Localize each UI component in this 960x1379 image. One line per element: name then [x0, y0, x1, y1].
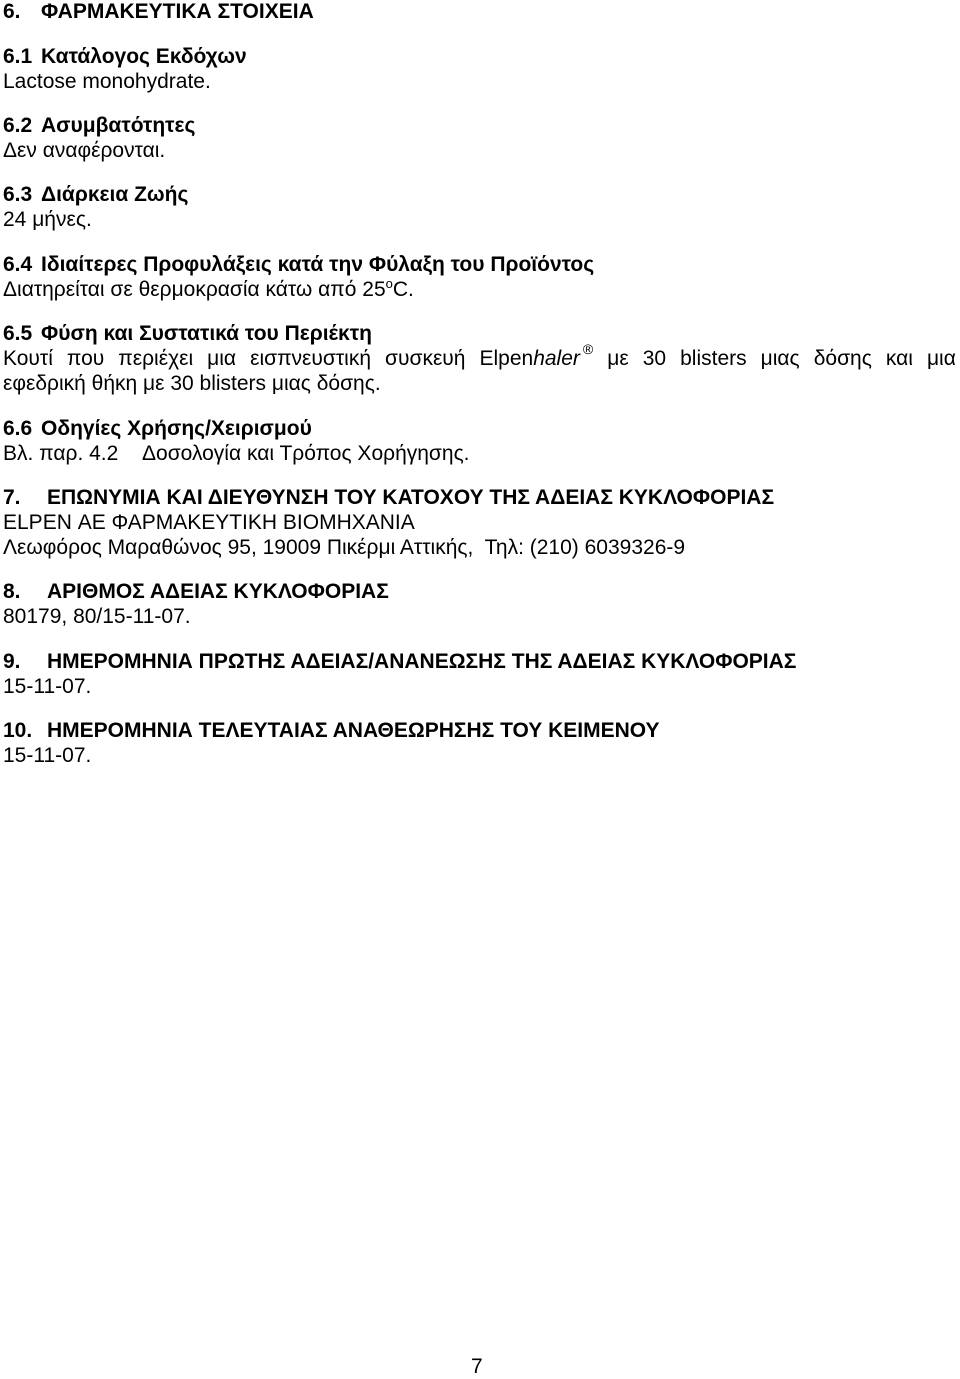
- section-6-2-text: Δεν αναφέρονται.: [3, 139, 166, 162]
- section-10-heading: 10. ΗΜΕΡΟΜΗΝΙΑ ΤΕΛΕΥΤΑΙΑΣ ΑΝΑΘΕΩΡΗΣΗΣ ΤΟΥ ΚΕΙΜΕΝΟΥ: [3, 719, 660, 742]
- section-6-2-heading: 6.2 Ασυμβατότητες: [3, 114, 196, 137]
- section-6-1-heading: 6.1 Κατάλογος Εκδόχων: [3, 45, 247, 68]
- section-6-5-text-line-2: εφεδρική θήκη με 30 blisters μιας δόσης.: [3, 372, 381, 395]
- page-number: 7: [471, 1355, 483, 1378]
- section-6-4-text: Διατηρείται σε θερμοκρασία κάτω από $25^oC$.: [3, 276, 414, 301]
- elpenhaler-brand: Elpenhaler ®: [479, 347, 593, 372]
- section-7-company: ELPEN ΑΕ ΦΑΡΜΑΚΕΥΤΙΚΗ ΒΙΟΜΗΧΑΝΙΑ: [3, 511, 415, 534]
- section-9-heading: 9. ΗΜΕΡΟΜΗΝΙΑ ΠΡΩΤΗΣ ΑΔΕΙΑΣ/ΑΝΑΝΕΩΣΗΣ ΤΗΣ ΑΔΕΙΑΣ ΚΥΚΛΟΦΟΡΙΑΣ: [3, 650, 797, 673]
- section-6-3-text: 24 μήνες.: [3, 208, 92, 231]
- section-6-5-heading: 6.5 Φύση και Συστατικά του Περιέκτη: [3, 322, 372, 345]
- section-6-3-heading: 6.3 Διάρκεια Ζωής: [3, 183, 189, 206]
- section-6-6-text: Βλ. παρ. 4.2 Δοσολογία και Τρόπος Χορήγησης.: [3, 442, 470, 465]
- section-6-5-text-line-1: Κουτί που περιέχει μια εισπνευστική συσκευή Elpenhaler ® με 30 blisters μιας δόσης και μια: [3, 347, 956, 372]
- section-7-address: Λεωφόρος Μαραθώνος 95, 19009 Πικέρμι Αττικής, Τηλ: (210) 6039326-9: [3, 536, 686, 559]
- section-8-text: 80179, 80/15-11-07.: [3, 605, 191, 628]
- registered-mark: ®: [582, 341, 594, 357]
- section-6-6-heading: 6.6 Οδηγίες Χρήσης/Χειρισμού: [3, 417, 312, 440]
- section-6-1-text: Lactose monohydrate.: [3, 70, 211, 93]
- section-8-heading: 8. ΑΡΙΘΜΟΣ ΑΔΕΙΑΣ ΚΥΚΛΟΦΟΡΙΑΣ: [3, 580, 389, 603]
- section-6-4-heading: 6.4 Ιδιαίτερες Προφυλάξεις κατά την Φύλαξη του Προϊόντος: [3, 253, 595, 276]
- section-9-text: 15-11-07.: [3, 675, 92, 698]
- section-7-heading: 7. ΕΠΩΝΥΜΙΑ ΚΑΙ ΔΙΕΥΘΥΝΣΗ ΤΟΥ ΚΑΤΟΧΟΥ ΤΗΣ ΑΔΕΙΑΣ ΚΥΚΛΟΦΟΡΙΑΣ: [3, 486, 775, 509]
- section-6-heading: 6. ΦΑΡΜΑΚΕΥΤΙΚΑ ΣΤΟΙΧΕΙΑ: [3, 0, 314, 23]
- section-10-text: 15-11-07.: [3, 744, 92, 767]
